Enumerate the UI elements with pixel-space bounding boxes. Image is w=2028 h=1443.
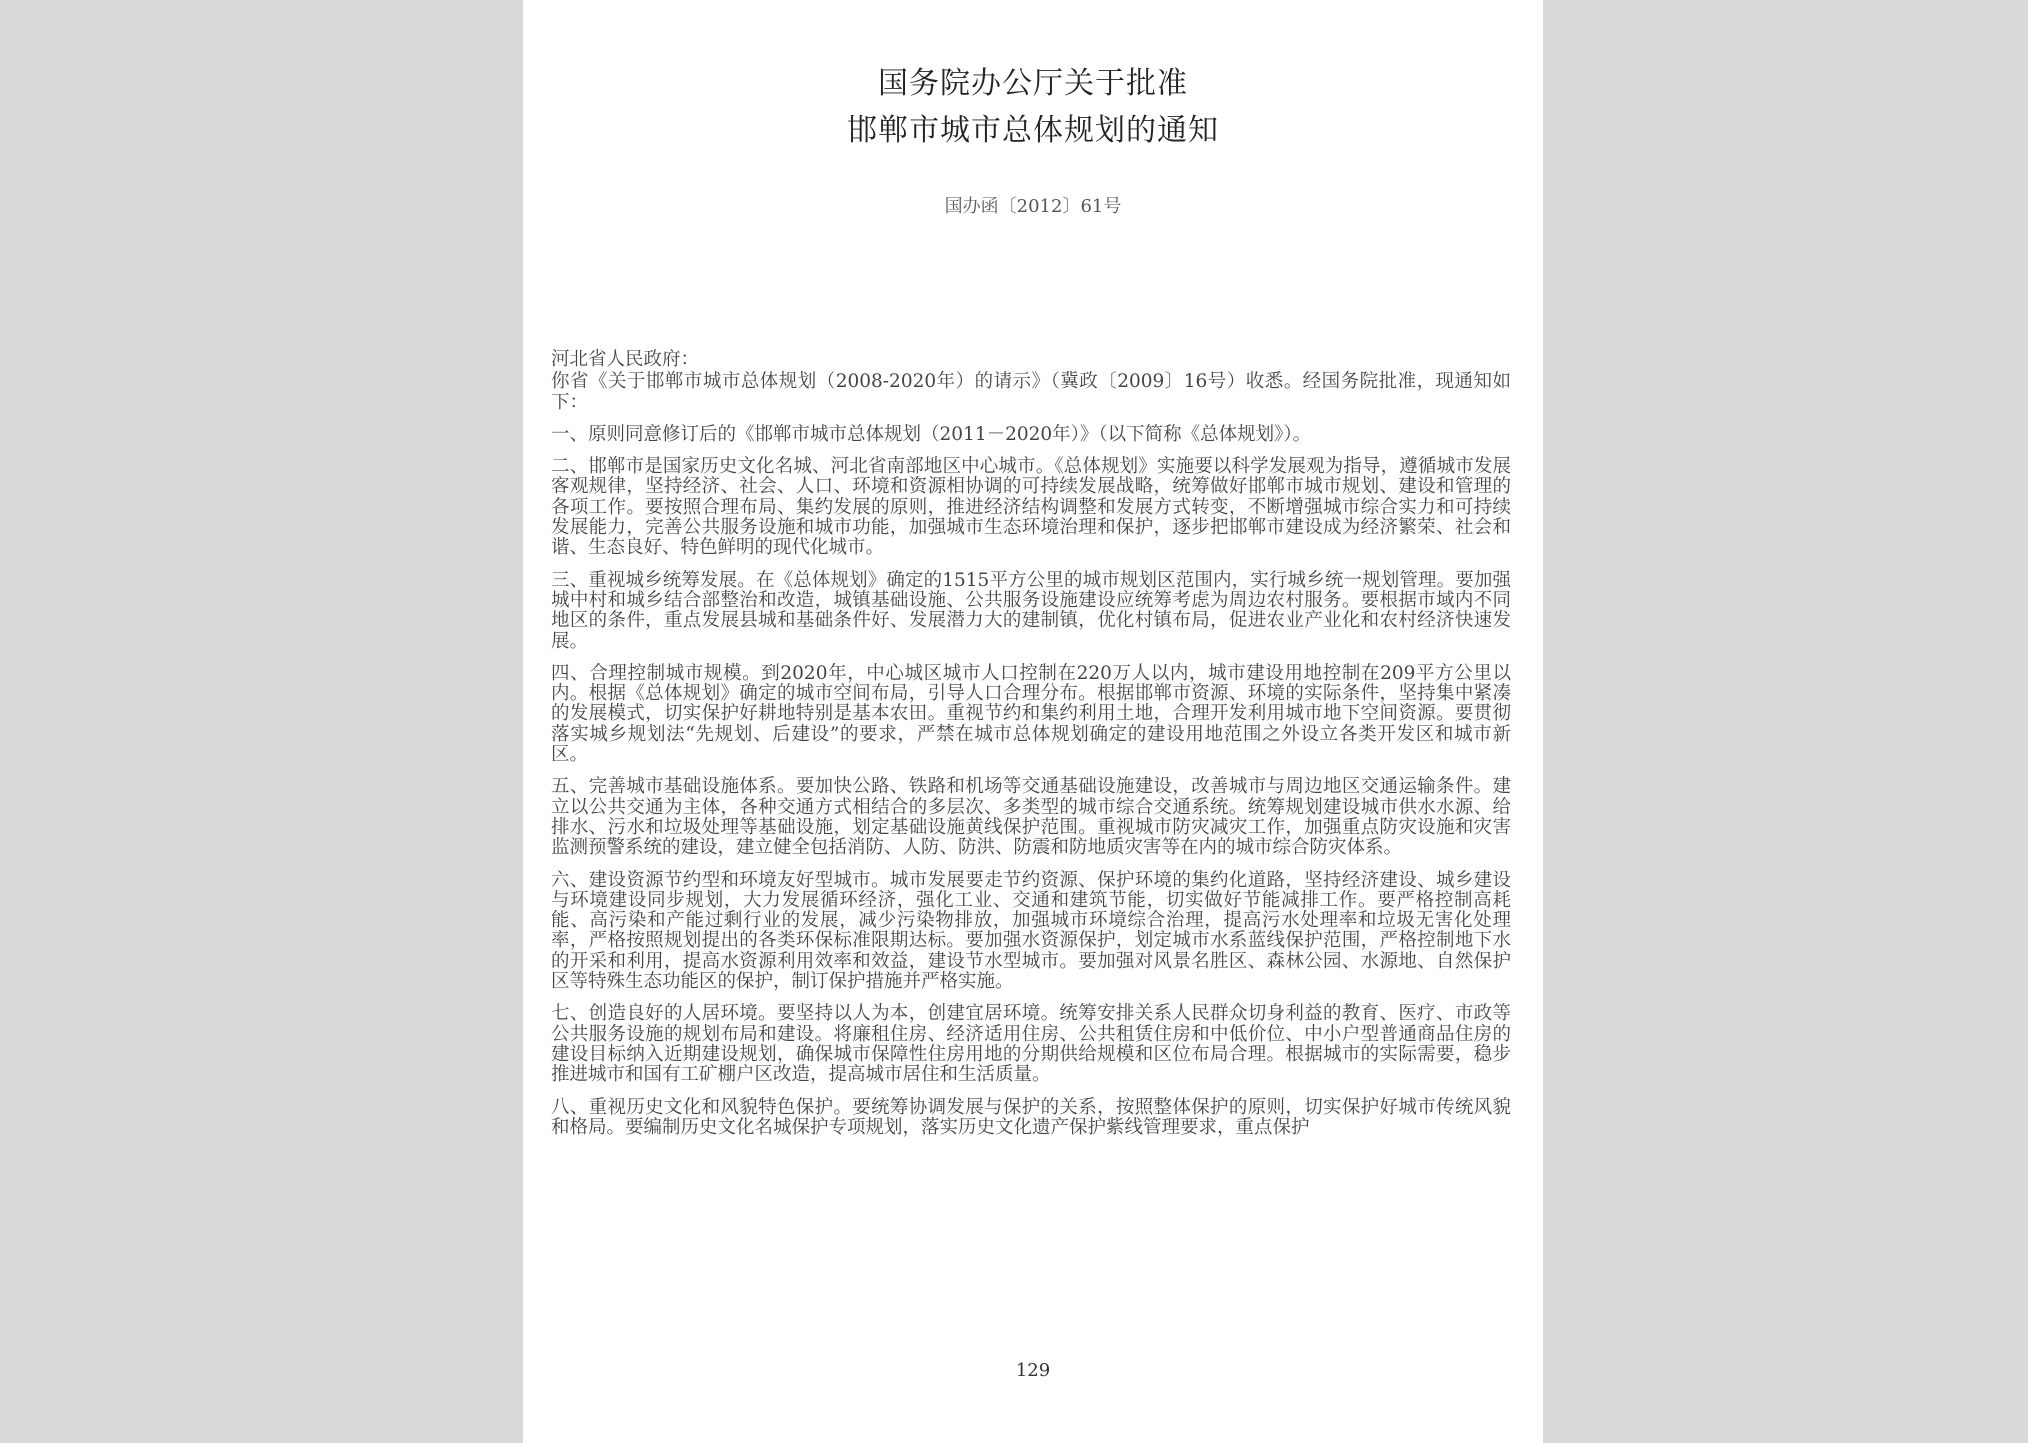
document-title-line1: 国务院办公厅关于批准	[878, 66, 1188, 101]
page-number: 129	[1015, 1360, 1051, 1381]
paragraph-1: 一、原则同意修订后的《邯郸市城市总体规划（2011－2020年）》（以下简称《总体规划》）。	[551, 423, 1312, 445]
paragraph-4: 四、合理控制城市规模。到2020年，中心城区城市人口控制在220万人以内，城市建设用地控制在209平方公里以内。根据《总体规划》确定的城市空间布局，引导人口合理分布。根据邯郸市资源、环境的实际条件，坚持集中紧凑的发展模式，切实保护好耕地特别是基本农田。重视节约和集约利用土地，合理开发利用城市地下空间资源。要贯彻落实城乡规划法“先规划、后建设”的要求，严禁在城市总体规划确定的建设用地范围之外设立各类开发区和城市新区。	[551, 662, 1511, 766]
document-number: 国办函〔2012〕61号	[944, 196, 1122, 217]
paragraph-5: 五、完善城市基础设施体系。要加快公路、铁路和机场等交通基础设施建设，改善城市与周边地区交通运输条件。建立以公共交通为主体，各种交通方式相结合的多层次、多类型的城市综合交通系统。统筹规划建设城市供水水源、给排水、污水和垃圾处理等基础设施，划定基础设施黄线保护范围。重视城市防灾减灾工作，加强重点防灾设施和灾害监测预警系统的建设，建立健全包括消防、人防、防洪、防震和防地质灾害等在内的城市综合防灾体系。	[551, 776, 1511, 859]
salutation: 河北省人民政府：	[551, 349, 700, 370]
paragraph-8: 八、重视历史文化和风貌特色保护。要统筹协调发展与保护的关系，按照整体保护的原则，切实保护好城市传统风貌和格局。要编制历史文化名城保护专项规划，落实历史文化遗产保护紫线管理要求，重点保护	[551, 1096, 1511, 1138]
paragraph-3: 三、重视城乡统筹发展。在《总体规划》确定的1515平方公里的城市规划区范围内，实行城乡统一规划管理。要加强城中村和城乡结合部整治和改造，城镇基础设施、公共服务设施建设应统筹考虑为周边农村服务。要根据市域内不同地区的条件，重点发展县城和基础条件好、发展潜力大的建制镇，优化村镇布局，促进农业产业化和农村经济快速发展。	[551, 569, 1511, 652]
document-page	[523, 0, 1543, 1443]
paragraph-intro: 你省《关于邯郸市城市总体规划（2008-2020年）的请示》（冀政〔2009〕16号）收悉。经国务院批准，现通知如下：	[551, 371, 1511, 413]
document-body	[551, 350, 1511, 1150]
document-title-line2: 邯郸市城市总体规划的通知	[847, 113, 1219, 148]
paragraph-2: 二、邯郸市是国家历史文化名城、河北省南部地区中心城市。《总体规划》实施要以科学发展观为指导，遵循城市发展客观规律，坚持经济、社会、人口、环境和资源相协调的可持续发展战略，统筹做好邯郸市城市规划、建设和管理的各项工作。要按照合理布局、集约发展的原则，推进经济结构调整和发展方式转变，不断增强城市综合实力和可持续发展能力，完善公共服务设施和城市功能，加强城市生态环境治理和保护，逐步把邯郸市建设成为经济繁荣、社会和谐、生态良好、特色鲜明的现代化城市。	[551, 456, 1511, 559]
paragraph-7: 七、创造良好的人居环境。要坚持以人为本，创建宜居环境。统筹安排关系人民群众切身利益的教育、医疗、市政等公共服务设施的规划布局和建设。将廉租住房、经济适用住房、公共租赁住房和中低价位、中小户型普通商品住房的建设目标纳入近期建设规划，确保城市保障性住房用地的分期供给规模和区位布局合理。根据城市的实际需要，稳步推进城市和国有工矿棚户区改造，提高城市居住和生活质量。	[551, 1003, 1511, 1086]
paragraph-6: 六、建设资源节约型和环境友好型城市。城市发展要走节约资源、保护环境的集约化道路，坚持经济建设、城乡建设与环境建设同步规划，大力发展循环经济，强化工业、交通和建筑节能，切实做好节能减排工作。要严格控制高耗能、高污染和产能过剩行业的发展，减少污染物排放，加强城市环境综合治理，提高污水处理率和垃圾无害化处理率，严格按照规划提出的各类环保标准限期达标。要加强水资源保护，划定城市水系蓝线保护范围，严格控制地下水的开采和利用，提高水资源利用效率和效益，建设节水型城市。要加强对风景名胜区、森林公园、水源地、自然保护区等特殊生态功能区的保护，制订保护措施并严格实施。	[551, 869, 1511, 993]
